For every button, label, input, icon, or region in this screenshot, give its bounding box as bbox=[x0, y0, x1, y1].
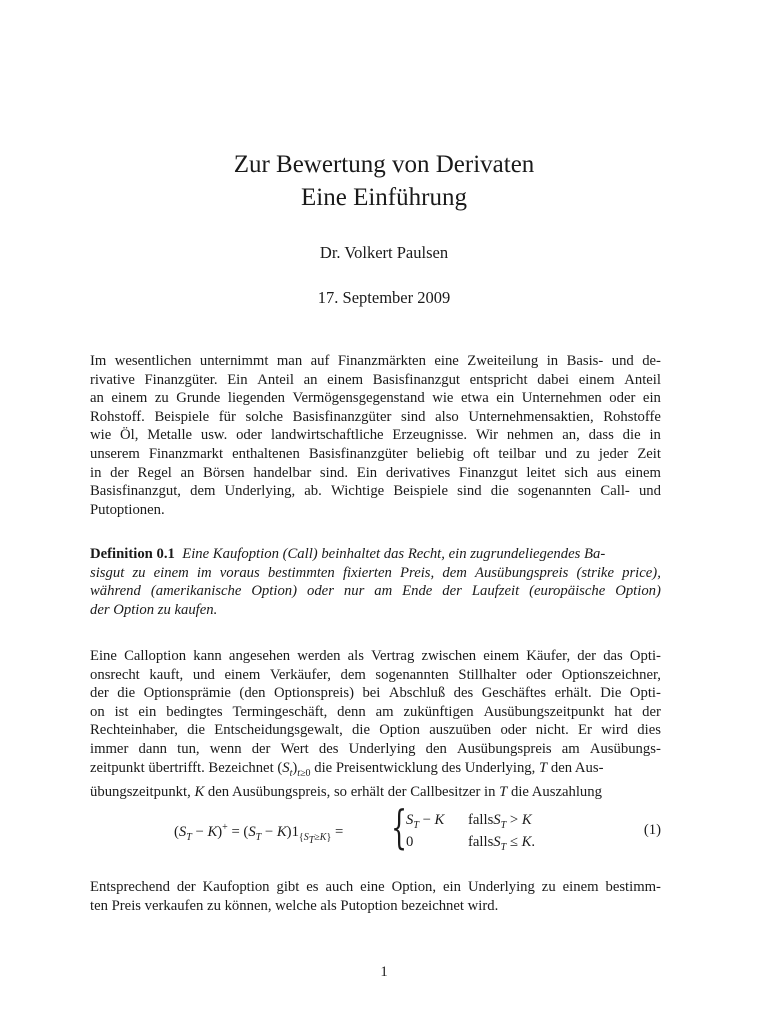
text-line: wie Öl, Metalle usw. oder landwirtschaftliche Erzeugnisse. Wir nehmen an, dass die in bbox=[90, 427, 661, 444]
brace-symbol: { bbox=[391, 800, 408, 854]
text-line: Basisfinanzgut, dem Underlying, ab. Wichtige Beispiele sind die sogenannten Call- und bbox=[90, 483, 661, 500]
text-line: in der Regel an Börsen handelbar sind. Ein derivatives Finanzgut leitet sich aus einem bbox=[90, 464, 661, 481]
putoption-paragraph bbox=[90, 878, 661, 915]
text-line: Putoptionen. bbox=[90, 501, 165, 518]
text-line: onsrecht kauft, und einem Verkäufer, dem sogenannten Stillhalter oder Optionszeichner, bbox=[90, 666, 661, 683]
equation-case-1-condition: fallsS$_T$ > K bbox=[468, 812, 532, 831]
document-title bbox=[0, 148, 768, 214]
equation-case-2-condition: fallsS$_T$ ≤ K. bbox=[468, 834, 536, 853]
equation-lhs: $(S_T - K)^+ = (S_T - K)1_{\{S_T\ge K\}}$ = bbox=[174, 822, 344, 846]
text-line: Im wesentlichen unternimmt man auf Finanzmärkten eine Zweiteilung in Basis- und de- bbox=[90, 353, 661, 369]
text-line: Rechteinhaber, die Entscheidungsgewalt, die Option auszuüben oder nicht. Er wird dies bbox=[90, 722, 661, 739]
calloption-paragraph bbox=[90, 647, 661, 802]
equation-case-2-value: 0 bbox=[406, 834, 414, 850]
date: 17. September 2009 bbox=[317, 288, 451, 307]
title-line-2: Eine Einführung bbox=[301, 184, 467, 211]
text-line: immer dann tun, wenn der Wert des Underlying den Ausübungspreis am Ausübungs- bbox=[90, 740, 661, 757]
text-line: ten Preis verkaufen zu können, welche als Putoption bezeichnet wird. bbox=[90, 897, 499, 914]
intro-paragraph bbox=[90, 352, 661, 519]
text-line: übungszeitpunkt, K den Ausübungspreis, so erhält der Callbesitzer in T die Auszahlung bbox=[90, 784, 602, 801]
text-line: unserem Finanzmarkt enthaltenen Basisfinanzgüter beliebig oft teilbar und zu jeder Zeit bbox=[90, 445, 661, 462]
text-line: der Option zu kaufen. bbox=[90, 601, 218, 618]
text-line: Definition 0.1 Eine Kaufoption (Call) beinhaltet das Recht, ein zugrundeliegendes Ba- bbox=[90, 546, 606, 562]
text-line: der die Optionsprämie (den Optionspreis) bei Abschluß des Geschäftes erhält. Die Opti- bbox=[90, 685, 661, 702]
equation-case-1-value: $S_T - K$ bbox=[406, 812, 445, 831]
text-line: an einem zu Grunde liegenden Vermögensgegenstand wie etwa ein Unternehmen oder ein bbox=[90, 390, 661, 407]
author: Dr. Volkert Paulsen bbox=[319, 243, 449, 262]
text-line: während (amerikanische Option) oder nur am Ende der Laufzeit (europäische Option) bbox=[90, 583, 661, 600]
definition-heading: Definition 0.1 bbox=[90, 546, 175, 562]
text-line: Rohstoff. Beispiele für solche Basisfinanzgüter sind also Unternehmensaktien, Rohstoffe bbox=[90, 408, 661, 425]
text-line: rivative Finanzgüter. Ein Anteil an einem Basisfinanzgut entspricht dabei einem Anteil bbox=[90, 371, 661, 388]
text-line: Entsprechend der Kaufoption gibt es auch eine Option, ein Underlying zu einem bestimm- bbox=[90, 879, 661, 895]
equation-number: (1) bbox=[643, 822, 661, 838]
title-line-1: Zur Bewertung von Derivaten bbox=[233, 151, 535, 178]
text-line: zeitpunkt übertrifft. Bezeichnet $(S_t)_{t\ge 0}$ die Preisentwicklung des Underlying, T den Aus- bbox=[90, 759, 604, 779]
text-line: sisgut zu einem im voraus bestimmten fixierten Preis, dem Ausübungspreis (strike price), bbox=[90, 564, 661, 581]
payoff-equation bbox=[90, 800, 661, 860]
definition-block bbox=[90, 545, 661, 619]
page-number: 1 bbox=[380, 964, 388, 980]
text-line: Eine Calloption kann angesehen werden als Vertrag zwischen einem Käufer, der das Opti- bbox=[90, 648, 661, 664]
text-line: on ist ein bedingtes Termingeschäft, denn am zukünftigen Ausübungszeitpunkt hat der bbox=[90, 703, 661, 720]
